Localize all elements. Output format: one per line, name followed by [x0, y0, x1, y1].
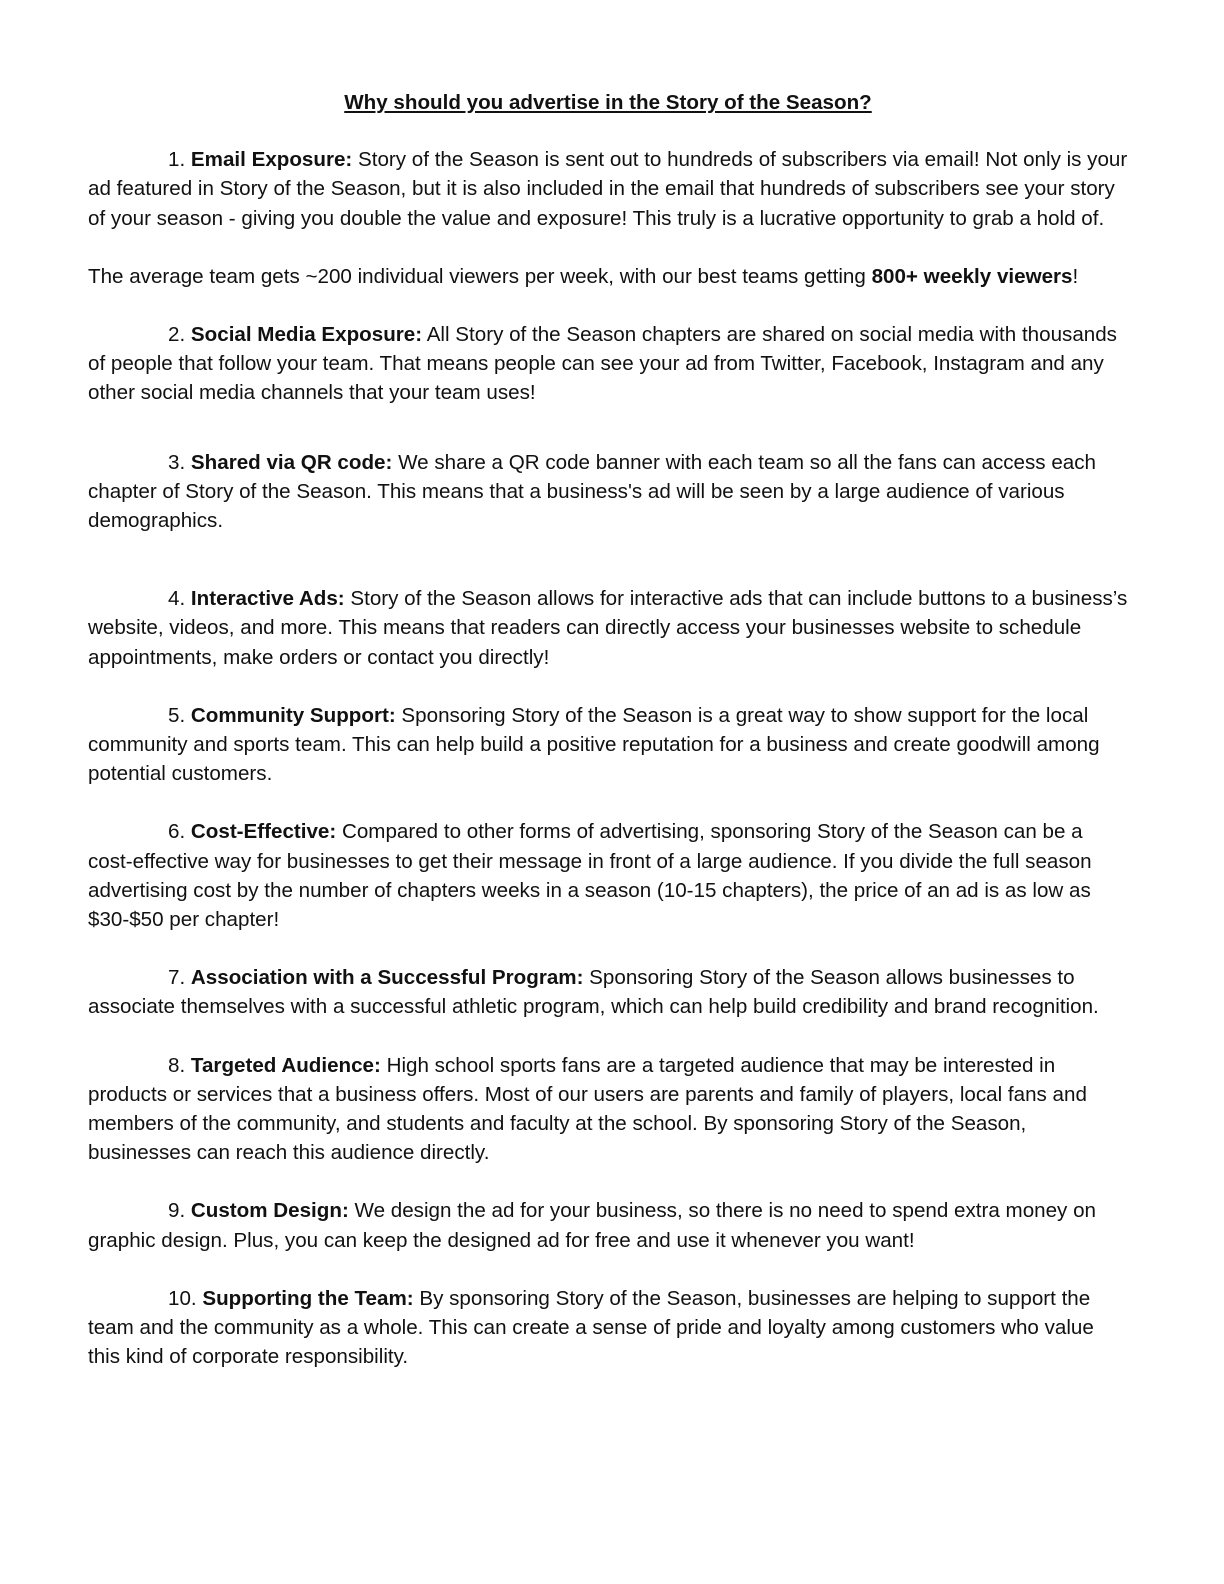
item-text: Sponsoring Story of the Season allows businesses to associate themselves with a successful athletic program, which can help build credibility and brand recognition. — [88, 966, 1099, 1019]
list-item-shared-via-qr-code — [88, 448, 1128, 536]
item-heading: Association with a Successful Program: — [190, 966, 584, 990]
item-number: 1. — [168, 148, 186, 172]
item-number: 5. — [168, 703, 186, 727]
item-text: High school sports fans are a targeted audience that may be interested in products or services that a business offers. Most of our users are parents and family of players, local fans and members of the community, and students and faculty at the school. By sponsoring Story of the Season, businesses can reach this audience directly. — [88, 1053, 1087, 1165]
item-heading: Targeted Audience: — [190, 1053, 381, 1077]
item-number: 7. — [168, 966, 186, 990]
list-item-cost-effective — [88, 817, 1128, 934]
list-item-interactive-ads — [88, 584, 1128, 672]
item-number: 2. — [168, 323, 186, 347]
list-item-social-media-exposure — [88, 320, 1128, 408]
item-number: 3. — [168, 450, 186, 474]
item-text: Story of the Season allows for interactive ads that can include buttons to a business’s website, videos, and more. This means that readers can directly access your businesses website to schedule appointments, make orders or contact you directly! — [88, 587, 1128, 669]
viewers-note-text: The average team gets ~200 individual viewers per week, with our best teams getting — [88, 264, 872, 288]
viewers-note — [88, 262, 1128, 291]
item-heading: Supporting the Team: — [202, 1286, 414, 1310]
list-item-community-support — [88, 701, 1128, 789]
viewers-note-highlight: 800+ weekly viewers — [871, 264, 1073, 288]
item-text: Story of the Season is sent out to hundreds of subscribers via email! Not only is your ad featured in Story of the Season, but it is also included in the email that hundreds of subscribers see your story of your season - giving you double the value and exposure! This truly is a lucrative opportunity to grab a hold of. — [88, 148, 1128, 230]
item-text: We design the ad for your business, so there is no need to spend extra money on graphic design. Plus, you can keep the designed ad for free and use it whenever you want! — [88, 1199, 1096, 1252]
item-heading: Shared via QR code: — [190, 450, 393, 474]
document-page — [88, 88, 1128, 1372]
list-item-association — [88, 963, 1128, 1021]
viewers-note-end: ! — [1072, 264, 1079, 288]
item-text: Sponsoring Story of the Season is a great way to show support for the local community and sports team. This can help build a positive reputation for a business and create goodwill among potential customers. — [88, 703, 1100, 786]
item-text: We share a QR code banner with each team so all the fans can access each chapter of Story of the Season. This means that a business's ad will be seen by a large audience of various demographics. — [88, 450, 1096, 533]
item-heading: Custom Design: — [190, 1199, 349, 1223]
item-text: All Story of the Season chapters are shared on social media with thousands of people that follow your team. That means people can see your ad from Twitter, Facebook, Instagram and any other social media channels that your team uses! — [88, 323, 1117, 405]
item-text: By sponsoring Story of the Season, businesses are helping to support the team and the community as a whole. This can create a sense of pride and loyalty among customers who value this kind of corporate responsibility. — [88, 1286, 1094, 1369]
item-heading: Interactive Ads: — [190, 587, 345, 611]
item-text: Compared to other forms of advertising, sponsoring Story of the Season can be a cost-effective way for businesses to get their message in front of a large audience. If you divide the full season advertising cost by the number of chapters weeks in a season (10-15 chapters), the price of an ad is as low as $30-$50 per chapter! — [88, 820, 1092, 932]
page-title: Why should you advertise in the Story of the Season? — [344, 91, 872, 114]
list-item-email-exposure — [88, 145, 1128, 233]
list-item-targeted-audience — [88, 1051, 1128, 1168]
item-heading: Community Support: — [190, 703, 396, 727]
item-heading: Social Media Exposure: — [190, 323, 423, 347]
item-number: 10. — [168, 1286, 203, 1310]
item-heading: Email Exposure: — [190, 148, 353, 172]
item-number: 6. — [168, 820, 186, 844]
item-heading: Cost-Effective: — [190, 820, 337, 844]
list-item-supporting-the-team — [88, 1284, 1128, 1372]
item-number: 8. — [168, 1053, 186, 1077]
list-item-custom-design — [88, 1196, 1128, 1254]
item-number: 9. — [168, 1199, 191, 1223]
item-number: 4. — [168, 587, 186, 611]
